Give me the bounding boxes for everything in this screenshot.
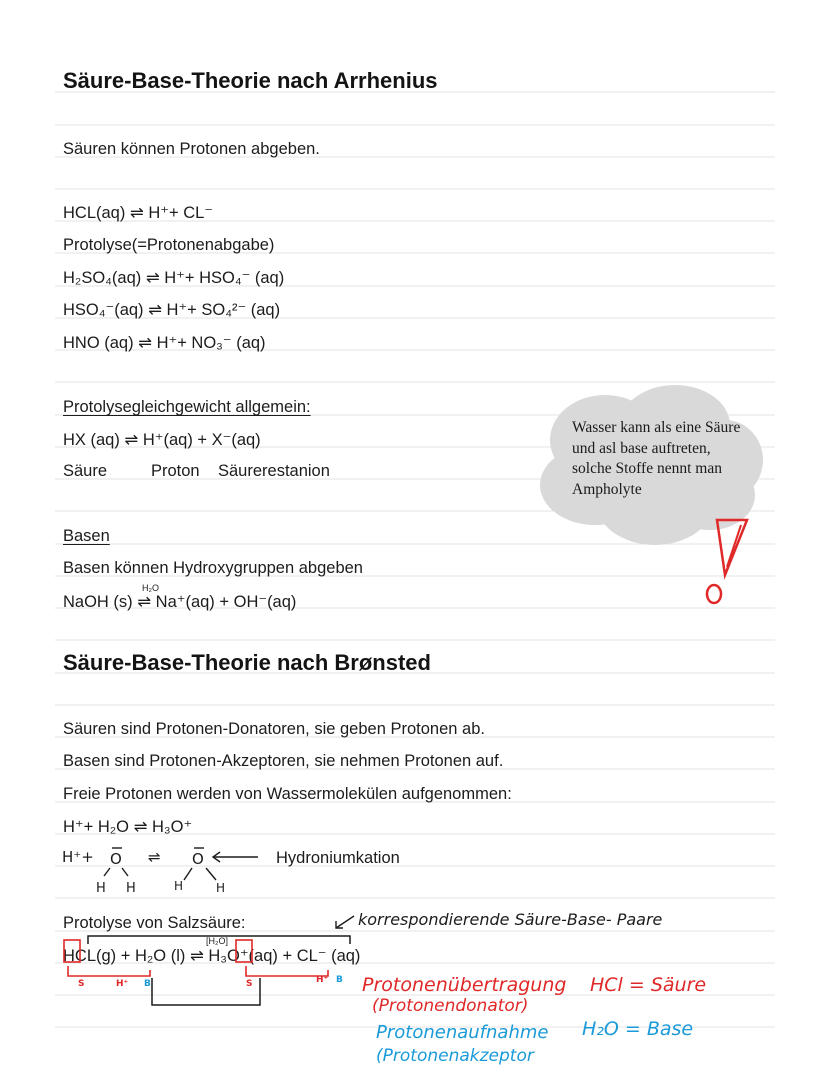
naoh-over-label: H₂O (142, 583, 159, 593)
pair-brackets (60, 930, 360, 1015)
hydronium-label: Hydroniumkation (276, 849, 400, 867)
equation-hcl: HCL(aq) ⇌ H⁺+ CL⁻ (63, 204, 213, 222)
bases-heading: Basen (63, 527, 110, 545)
svg-text:H: H (216, 881, 226, 895)
svg-text:O: O (110, 850, 122, 868)
section2-title: Säure-Base-Theorie nach Brønsted (63, 650, 431, 675)
label-proton: Proton (151, 462, 200, 480)
label-saeurerestanion: Säurerestanion (218, 462, 330, 480)
equation-hx: HX (aq) ⇌ H⁺(aq) + X⁻(aq) (63, 431, 261, 449)
equation-over-label: [H₂O] (206, 936, 228, 946)
svg-text:⇌: ⇌ (148, 848, 161, 866)
svg-text:H: H (126, 881, 136, 896)
equation-h2so4: H₂SO₄(aq) ⇌ H⁺+ HSO₄⁻ (aq) (63, 269, 285, 287)
exclamation-icon (695, 515, 755, 610)
protonenuebertragung-note: Protonenübertragung (362, 974, 567, 996)
korrespondierende-note: korrespondierende Säure-Base- Paare (358, 910, 663, 929)
bases-text: Basen können Hydroxygruppen abgeben (63, 559, 363, 577)
arrow-icon (330, 912, 360, 932)
equilibrium-heading: Protolysegleichgewicht allgemein: (63, 398, 311, 416)
svg-text:H: H (174, 879, 184, 893)
protonenaufnahme-note: Protonenaufnahme (376, 1022, 549, 1043)
equation-hno: HNO (aq) ⇌ H⁺+ NO₃⁻ (aq) (63, 334, 266, 352)
equation-naoh: NaOH (s) ⇌ Na⁺(aq) + OH⁻(aq) (63, 593, 297, 611)
equation-hso4: HSO₄⁻(aq) ⇌ H⁺+ SO₄²⁻ (aq) (63, 301, 281, 319)
bronsted-line3: Freie Protonen werden von Wassermolekülen aufgenommen: (63, 785, 512, 803)
label-saeure: Säure (63, 462, 108, 480)
bronsted-line2: Basen sind Protonen-Akzeptoren, sie nehmen Protonen auf. (63, 752, 504, 770)
svg-text:S: S (246, 979, 253, 989)
svg-text:S: S (78, 979, 85, 989)
svg-text:H: H (96, 881, 106, 896)
svg-text:B: B (336, 975, 343, 985)
protonenakzeptor-note: (Protonenakzeptor (376, 1046, 534, 1066)
svg-text:B: B (144, 979, 151, 989)
intro-text: Säuren können Protonen abgeben. (63, 140, 320, 158)
h2o-base-note: H₂O = Base (582, 1018, 694, 1040)
lewis-structure (60, 840, 280, 900)
equation-h3o: H⁺+ H₂O ⇌ H₃O⁺ (63, 818, 193, 836)
protonendonator-note: (Protonendonator) (372, 996, 529, 1016)
svg-text:H⁺+: H⁺+ (62, 848, 94, 866)
svg-text:H⁺: H⁺ (116, 979, 129, 989)
note-text: Wasser kann als eine Säure und asl base auftreten, solche Stoffe nennt man Ampholyte (572, 419, 741, 498)
svg-text:O: O (192, 850, 204, 868)
protolyse-definition: Protolyse(=Protonenabgabe) (63, 236, 275, 254)
salzsaeure-heading: Protolyse von Salzsäure: (63, 914, 246, 932)
svg-text:H⁺: H⁺ (316, 975, 329, 985)
hcl-saeure-note: HCl = Säure (590, 974, 707, 996)
equation-hcl-water: HCL(g) + H₂O (l) ⇌ H₃O⁺(aq) + CL⁻ (aq) (63, 947, 361, 965)
bronsted-line1: Säuren sind Protonen-Donatoren, sie geben Protonen ab. (63, 720, 485, 738)
section1-title: Säure-Base-Theorie nach Arrhenius (63, 68, 438, 93)
